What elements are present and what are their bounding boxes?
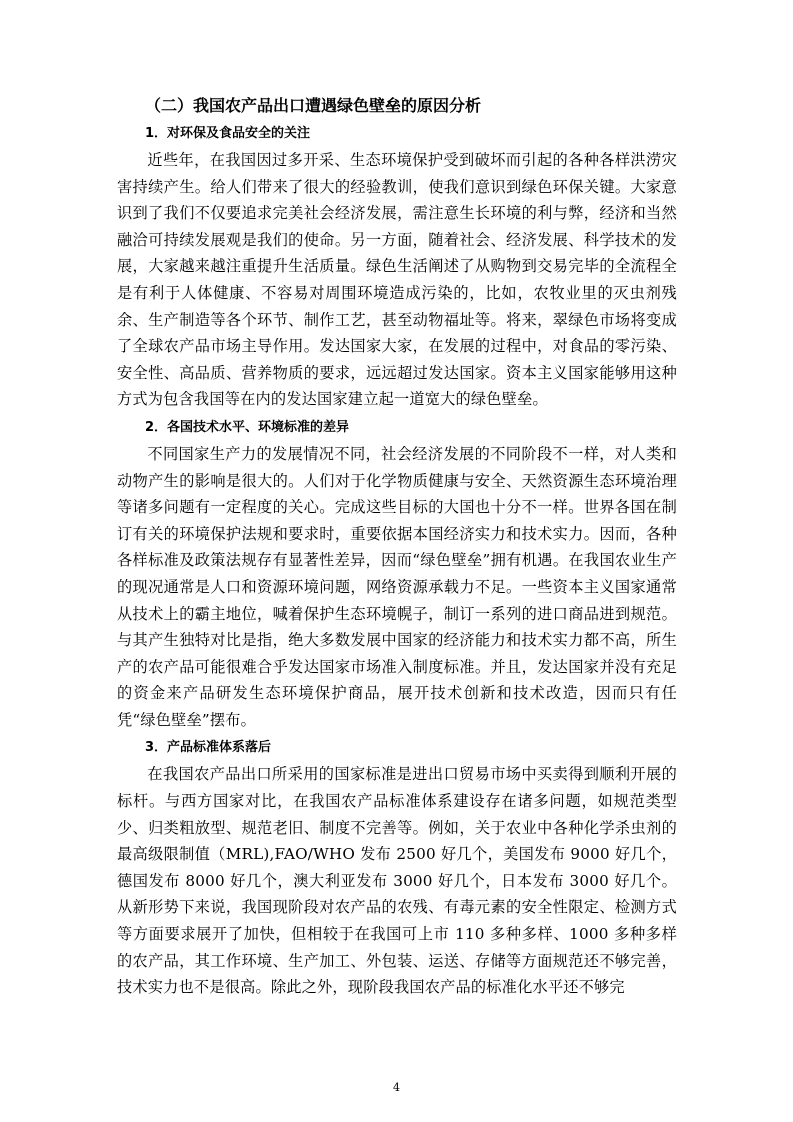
subsection-paragraph-2: 不同国家生产力的发展情况不同，社会经济发展的不同阶段不一样，对人类和动物产生的影响是很大的。人们对于化学物质健康与安全、天然资源生态环境治理等诸多问题有一定程度的关心。完成这些目标的大国也十分不一样。世界各国在制订有关的环境保护法规和要求时，重要依据本国经济实力和技术实力。因而，各种各样标准及政策法规存有显著性差异，因而“绿色壁垒”拥有机遇。在我国农业生产的现况通常是人口和资源环境问题，网络资源承载力不足。一些资本主义国家通常从技术上的霸主地位，喊着保护生态环境幌子，制订一系列的进口商品进到规范。与其产生独特对比是指，绝大多数发展中国家的经济能力和技术实力都不高，所生产的农产品可能很难合乎发达国家市场准入制度标准。并且，发达国家并没有充足的资金来产品研发生态环境保护商品，展开技术创新和技术改造，因而只有任凭“绿色壁垒”摆布。 (117, 444, 677, 729)
subsection-heading-2: 2．各国技术水平、环境标准的差异 (145, 419, 350, 435)
subsection-heading-1: 1．对环保及食品安全的关注 (145, 126, 311, 141)
subsection-paragraph-3: 在我国农产品出口所采用的国家标准是进出口贸易市场中买卖得到顺利开展的标杆。与西方国家对比，在我国农产品标准体系建设存在诸多问题，如规范类型少、归类粗放型、规范老旧、制度不完善等。例如，关于农业中各种化学杀虫剂的最高级限制值（MRL),FAO/WHO 发布 2500 好几个，美国发布 9000 好几个，德国发布 8000 好几个，澳大利亚发布 3000 好几个，日本发布 3000 好几个。从新形势下来说，我国现阶段对农产品的农残、有毒元素的安全性限定、检测方式等方面要求展开了加快，但相较于在我国可上市 110 多种多样、1000 多种多样的农产品，其工作环境、生产加工、外包装、运送、存储等方面规范还不够完善，技术实力也不是很高。除此之外，现阶段我国农产品的标准化水平还不够完 (117, 765, 677, 997)
section-title: （二）我国农产品出口遭遇绿色壁垒的原因分析 (145, 96, 482, 115)
subsection-paragraph-1: 近些年，在我国因过多开采、生态环境保护受到破坏而引起的各种各样洪涝灾害持续产生。给人们带来了很大的经验教训，使我们意识到绿色环保关键。大家意识到了我们不仅要追求完美社会经济发展，需注意生长环境的利与弊，经济和当然融洽可持续发展观是我们的使命。另一方面，随着社会、经济发展、科学技术的发展，大家越来越注重提升生活质量。绿色生活阐述了从购物到交易完毕的全流程全是有利于人体健康、不容易对周围环境造成污染的，比如，农牧业里的灭虫剂残余、生产制造等各个环节、制作工艺，甚至动物福址等。将来，翠绿色市场将变成了全球农产品市场主导作用。发达国家大家，在发展的过程中，对食品的零污染、安全性、高品质、营养物质的要求，远远超过发达国家。资本主义国家能够用这种方式为包含我国等在内的发达国家建立起一道宽大的绿色壁垒。 (117, 151, 677, 409)
page-number: 4 (393, 1081, 400, 1094)
page-content (117, 93, 677, 1001)
subsection-heading-3: 3．产品标准体系落后 (145, 740, 272, 756)
